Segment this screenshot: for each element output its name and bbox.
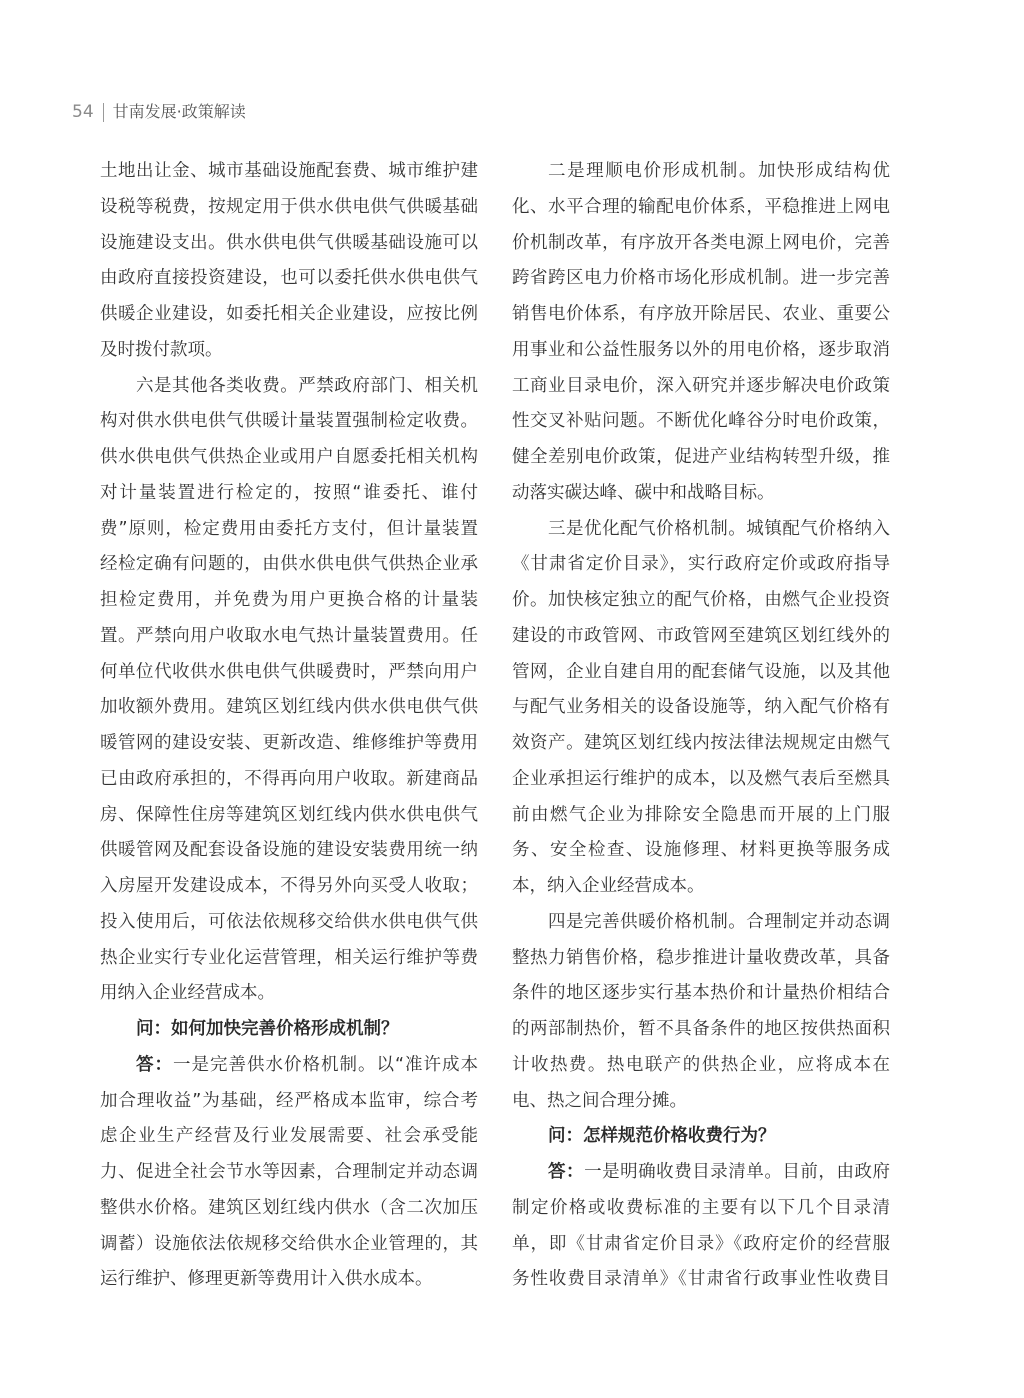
- text-line: [100, 905, 478, 941]
- line-text: 虑企业生产经营及行业发展需要、社会承受能: [100, 1126, 478, 1147]
- text-line: [100, 440, 478, 476]
- text-line: [100, 1227, 478, 1263]
- text-line: [100, 833, 478, 869]
- text-line: [512, 583, 890, 619]
- line-text: 供暖管网及配套设备设施的建设安装费用统一纳: [100, 840, 478, 861]
- text-line: [512, 440, 890, 476]
- text-line: [512, 869, 890, 905]
- text-line: [512, 547, 890, 583]
- body-paragraph: [512, 512, 890, 905]
- text-line: [100, 976, 478, 1012]
- text-line: [512, 1048, 890, 1084]
- text-line: [512, 833, 890, 869]
- line-text: 整热力销售价格，稳步推进计量收费改革，具备: [512, 947, 890, 968]
- line-text: 效资产。建筑区划红线内按法律法规规定由燃气: [512, 733, 890, 753]
- text-line: [512, 404, 890, 440]
- text-line: [100, 154, 478, 190]
- line-text: 价。加快核定独立的配气价格，由燃气企业投资: [512, 590, 890, 610]
- text-line: [100, 369, 478, 405]
- body-paragraph: [100, 154, 478, 369]
- line-text: 房、保障性住房等建筑区划红线内供水供电供气: [100, 804, 478, 825]
- running-header: [72, 100, 246, 124]
- text-line: [100, 297, 478, 333]
- text-line: [512, 619, 890, 655]
- line-text: 整供水价格。建筑区划红线内供水（含二次加压: [100, 1197, 478, 1218]
- line-text: 加合理收益”为基础，经严格成本监审，综合考: [100, 1090, 478, 1111]
- line-text: 销售电价体系，有序放开除居民、农业、重要公: [512, 304, 890, 324]
- line-text: 热企业实行专业化运营管理，相关运行维护等费: [100, 947, 478, 968]
- text-line: [100, 869, 478, 905]
- line-text: 由政府直接投资建设，也可以委托供水供电供气: [100, 268, 478, 289]
- right-column: [512, 154, 890, 1298]
- line-text: 投入使用后，可依法依规移交给供水供电供气供: [100, 911, 478, 932]
- text-line: [100, 476, 478, 512]
- answer-paragraph: [100, 1048, 478, 1298]
- line-text: 供暖企业建设，如委托相关企业建设，应按比例: [100, 304, 478, 324]
- text-line: [100, 1084, 478, 1120]
- line-text: 对计量装置进行检定的，按照“谁委托、谁付: [100, 482, 478, 503]
- line-text: 的两部制热价，暂不具备条件的地区按供热面积: [512, 1019, 890, 1039]
- text-line: [100, 655, 478, 691]
- left-column: [100, 154, 478, 1298]
- section-title: 甘南发展·政策解读: [112, 102, 246, 121]
- line-text: 设税等税费，按规定用于供水供电供气供暖基础: [100, 196, 478, 217]
- text-line: [100, 512, 478, 548]
- line-text: 力、促进全社会节水等因素，合理制定并动态调: [100, 1162, 478, 1182]
- line-text: 用事业和公益性服务以外的用电价格，逐步取消: [512, 339, 890, 360]
- line-text: 暖管网的建设安装、更新改造、维修维护等费用: [100, 733, 478, 753]
- text-line: [100, 1048, 478, 1084]
- body-paragraph: [100, 369, 478, 1013]
- text-line: [512, 1084, 890, 1120]
- line-text: 化、水平合理的输配电价体系，平稳推进上网电: [512, 196, 890, 217]
- line-text: 六是其他各类收费。严禁政府部门、相关机: [136, 375, 478, 396]
- page-number: 54: [72, 102, 94, 122]
- line-text: 调蓄）设施依法依规移交给供水企业管理的，其: [100, 1233, 478, 1254]
- text-line: [512, 297, 890, 333]
- line-text: 健全差别电价政策，促进产业结构转型升级，推: [512, 447, 890, 467]
- line-text: 加收额外费用。建筑区划红线内供水供电供气供: [100, 697, 478, 718]
- text-line: [512, 726, 890, 762]
- text-line: [100, 1119, 478, 1155]
- line-text: 电、热之间合理分摊。: [512, 1090, 687, 1111]
- text-line: [512, 1262, 890, 1298]
- question-heading: [100, 1012, 478, 1048]
- line-text: 用纳入企业经营成本。: [100, 983, 275, 1004]
- line-text: 土地出让金、城市基础设施配套费、城市维护建: [100, 161, 478, 181]
- text-line: [512, 476, 890, 512]
- line-text: 置。严禁向用户收取水电气热计量装置费用。任: [100, 625, 478, 646]
- line-text: 及时拨付款项。: [100, 339, 223, 360]
- text-line: [100, 798, 478, 834]
- text-line: [512, 190, 890, 226]
- line-text: 入房屋开发建设成本，不得另外向买受人收取；: [100, 876, 478, 896]
- text-line: [512, 798, 890, 834]
- line-text: 单，即《甘肃省定价目录》《政府定价的经营服: [512, 1233, 890, 1254]
- line-text: 一是完善供水价格机制。以“准许成本: [173, 1054, 478, 1075]
- text-line: [512, 1227, 890, 1263]
- line-text: 运行维护、修理更新等费用计入供水成本。: [100, 1269, 433, 1290]
- answer-label: 答：: [548, 1162, 585, 1182]
- text-line: [100, 190, 478, 226]
- body-paragraph: [512, 154, 890, 512]
- line-text: 与配气业务相关的设备设施等，纳入配气价格有: [512, 697, 890, 718]
- line-text: 企业承担运行维护的成本，以及燃气表后至燃具: [512, 768, 890, 789]
- text-line: [512, 226, 890, 262]
- line-text: 务性收费目录清单》《甘肃省行政事业性收费目: [512, 1269, 890, 1290]
- line-text: 三是优化配气价格机制。城镇配气价格纳入: [548, 518, 890, 539]
- text-line: [100, 547, 478, 583]
- line-text: 担检定费用，并免费为用户更换合格的计量装: [100, 590, 478, 610]
- line-text: 建设的市政管网、市政管网至建筑区划红线外的: [512, 625, 890, 646]
- line-text: 经检定确有问题的，由供水供电供气供热企业承: [100, 554, 478, 575]
- body-paragraph: [512, 905, 890, 1120]
- question-heading: [512, 1119, 890, 1155]
- text-line: [512, 976, 890, 1012]
- line-text: 制定价格或收费标准的主要有以下几个目录清: [512, 1197, 890, 1218]
- text-line: [100, 726, 478, 762]
- header-divider: [103, 103, 104, 122]
- text-line: [512, 261, 890, 297]
- text-line: [100, 261, 478, 297]
- line-text: 设施建设支出。供水供电供气供暖基础设施可以: [100, 232, 478, 253]
- text-line: [100, 1262, 478, 1298]
- line-text: 四是完善供暖价格机制。合理制定并动态调: [548, 911, 890, 932]
- text-line: [100, 226, 478, 262]
- text-line: [100, 619, 478, 655]
- line-text: 本，纳入企业经营成本。: [512, 876, 705, 896]
- question-text: 问：怎样规范价格收费行为？: [548, 1126, 776, 1147]
- line-text: 一是明确收费目录清单。目前，由政府: [584, 1162, 890, 1182]
- text-line: [512, 154, 890, 190]
- text-line: [512, 369, 890, 405]
- text-line: [100, 690, 478, 726]
- text-line: [100, 941, 478, 977]
- line-text: 动落实碳达峰、碳中和战略目标。: [512, 482, 775, 503]
- text-line: [100, 404, 478, 440]
- text-line: [100, 1155, 478, 1191]
- answer-paragraph: [512, 1155, 890, 1298]
- line-text: 务、安全检查、设施修理、材料更换等服务成: [512, 840, 890, 861]
- text-line: [512, 655, 890, 691]
- line-text: 跨省跨区电力价格市场化形成机制。进一步完善: [512, 268, 890, 289]
- line-text: 二是理顺电价形成机制。加快形成结构优: [548, 161, 890, 181]
- answer-label: 答：: [136, 1054, 173, 1075]
- line-text: 计收热费。热电联产的供热企业，应将成本在: [512, 1054, 890, 1075]
- line-text: 工商业目录电价，深入研究并逐步解决电价政策: [512, 375, 890, 396]
- text-line: [512, 905, 890, 941]
- line-text: 管网，企业自建自用的配套储气设施，以及其他: [512, 661, 890, 682]
- line-text: 前由燃气企业为排除安全隐患而开展的上门服: [512, 804, 890, 825]
- line-text: 条件的地区逐步实行基本热价和计量热价相结合: [512, 983, 890, 1004]
- line-text: 价机制改革，有序放开各类电源上网电价，完善: [512, 232, 890, 253]
- text-line: [512, 1155, 890, 1191]
- line-text: 已由政府承担的，不得再向用户收取。新建商品: [100, 768, 478, 789]
- text-line: [512, 690, 890, 726]
- text-line: [100, 762, 478, 798]
- line-text: 《甘肃省定价目录》，实行政府定价或政府指导: [512, 554, 890, 575]
- line-text: 何单位代收供水供电供气供暖费时，严禁向用户: [100, 661, 478, 682]
- text-line: [512, 762, 890, 798]
- text-line: [100, 583, 478, 619]
- question-text: 问：如何加快完善价格形成机制？: [136, 1019, 399, 1039]
- line-text: 供水供电供气供热企业或用户自愿委托相关机构: [100, 447, 478, 467]
- text-line: [512, 1191, 890, 1227]
- text-line: [100, 333, 478, 369]
- text-line: [512, 941, 890, 977]
- line-text: 性交叉补贴问题。不断优化峰谷分时电价政策，: [512, 411, 890, 432]
- line-text: 费”原则，检定费用由委托方支付，但计量装置: [100, 518, 478, 539]
- text-line: [512, 1012, 890, 1048]
- line-text: 构对供水供电供气供暖计量装置强制检定收费。: [100, 411, 478, 432]
- text-line: [512, 512, 890, 548]
- text-line: [100, 1191, 478, 1227]
- text-line: [512, 333, 890, 369]
